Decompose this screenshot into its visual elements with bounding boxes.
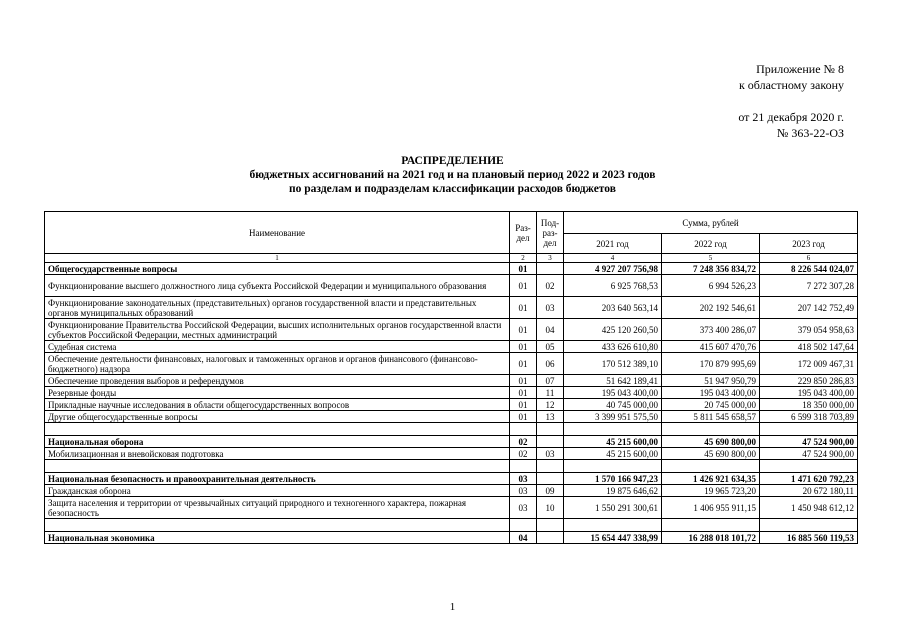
row-sum-2022: 20 745 000,00 [662,399,760,411]
table-row [45,387,858,399]
title-line-3: по разделам и подразделам классификации расходов бюджетов [289,183,616,195]
row-sum-2023: 1 471 620 792,23 [760,473,858,485]
row-razdel: 03 [510,497,537,519]
empty-row [45,519,858,532]
header-year-2022: 2022 год [662,234,760,254]
row-razdel: 01 [510,263,537,275]
row-sum-2022: 6 994 526,23 [662,275,760,297]
row-name: Национальная оборона [45,436,510,448]
row-sum-2022: 45 690 800,00 [662,436,760,448]
row-razdel: 01 [510,411,537,423]
row-sum-2023: 8 226 544 024,07 [760,263,858,275]
row-sum-2021: 15 654 447 338,99 [564,532,662,544]
index-cell: 5 [662,254,760,263]
table-row [45,319,858,341]
table-row [45,411,858,423]
row-name: Обеспечение проведения выборов и референдумов [45,375,510,387]
header-razdel: Раз-дел [510,212,537,254]
row-name: Функционирование высшего должностного лица субъекта Российской Федерации и муниципального образования [45,275,510,297]
table-row [45,275,858,297]
annex-number: № 363-22-ОЗ [776,126,844,140]
row-razdel: 04 [510,532,537,544]
page-number: 1 [449,601,456,613]
row-razdel: 01 [510,297,537,319]
row-razdel: 01 [510,387,537,399]
row-sum-2021: 3 399 951 575,50 [564,411,662,423]
row-razdel: 01 [510,341,537,353]
header-podrazdel: Под-раз-дел [537,212,564,254]
row-sum-2022: 7 248 356 834,72 [662,263,760,275]
row-name: Функционирование Правительства Российской Федерации, высших исполнительных органов государственной власти субъектов Российской Федерации, местных администраций [45,319,510,341]
row-sum-2021: 195 043 400,00 [564,387,662,399]
table-row [45,436,858,448]
row-sum-2021: 1 570 166 947,23 [564,473,662,485]
row-sum-2023: 379 054 958,63 [760,319,858,341]
row-name: Мобилизационная и вневойсковая подготовка [45,448,510,460]
row-podrazdel: 11 [537,387,564,399]
row-podrazdel: 04 [537,319,564,341]
table-row [45,448,858,460]
row-podrazdel: 03 [537,297,564,319]
row-podrazdel [537,473,564,485]
row-podrazdel: 06 [537,353,564,375]
row-razdel: 01 [510,375,537,387]
annex-block [644,61,844,141]
row-razdel: 01 [510,275,537,297]
row-sum-2023: 47 524 900,00 [760,436,858,448]
row-sum-2022: 5 811 545 658,57 [662,411,760,423]
row-name: Национальная безопасность и правоохранительная деятельность [45,473,510,485]
row-sum-2022: 202 192 546,61 [662,297,760,319]
row-podrazdel: 02 [537,275,564,297]
row-name: Национальная экономика [45,532,510,544]
index-cell: 6 [760,254,858,263]
row-name: Общегосударственные вопросы [45,263,510,275]
row-sum-2021: 40 745 000,00 [564,399,662,411]
title-line-1: РАСПРЕДЕЛЕНИЕ [401,155,504,167]
row-sum-2023: 7 272 307,28 [760,275,858,297]
row-razdel: 01 [510,319,537,341]
row-sum-2023: 1 450 948 612,12 [760,497,858,519]
row-sum-2022: 373 400 286,07 [662,319,760,341]
table-row [45,353,858,375]
row-sum-2021: 45 215 600,00 [564,436,662,448]
row-sum-2023: 418 502 147,64 [760,341,858,353]
table-row [45,263,858,275]
row-sum-2021: 6 925 768,53 [564,275,662,297]
annex-title: Приложение № 8 [756,62,844,76]
row-sum-2021: 170 512 389,10 [564,353,662,375]
row-name: Защита населения и территории от чрезвычайных ситуаций природного и техногенного характера, пожарная безопасность [45,497,510,519]
row-name: Гражданская оборона [45,485,510,497]
index-cell: 2 [510,254,537,263]
row-podrazdel: 05 [537,341,564,353]
index-cell: 4 [564,254,662,263]
row-sum-2021: 45 215 600,00 [564,448,662,460]
table-row [45,341,858,353]
row-podrazdel: 09 [537,485,564,497]
row-sum-2021: 51 642 189,41 [564,375,662,387]
document-title [0,154,905,196]
row-name: Обеспечение деятельности финансовых, налоговых и таможенных органов и органов финансового (финансово-бюджетного) надзора [45,353,510,375]
row-name: Резервные фонды [45,387,510,399]
row-sum-2023: 229 850 286,83 [760,375,858,387]
header-name: Наименование [45,212,510,254]
budget-table [44,211,858,544]
row-sum-2022: 1 426 921 634,35 [662,473,760,485]
row-podrazdel: 10 [537,497,564,519]
row-sum-2022: 51 947 950,79 [662,375,760,387]
header-year-2021: 2021 год [564,234,662,254]
row-razdel: 01 [510,353,537,375]
table-row [45,473,858,485]
row-sum-2021: 203 640 563,14 [564,297,662,319]
table-row [45,399,858,411]
table-row [45,532,858,544]
row-sum-2022: 415 607 470,76 [662,341,760,353]
table-row [45,485,858,497]
row-razdel: 03 [510,473,537,485]
table-row [45,375,858,387]
row-name: Прикладные научные исследования в области общегосударственных вопросов [45,399,510,411]
row-sum-2022: 45 690 800,00 [662,448,760,460]
row-sum-2021: 19 875 646,62 [564,485,662,497]
row-sum-2022: 19 965 723,20 [662,485,760,497]
row-name: Судебная система [45,341,510,353]
empty-row [45,460,858,473]
row-razdel: 03 [510,485,537,497]
table-row [45,497,858,519]
title-line-2: бюджетных ассигнований на 2021 год и на плановый период 2022 и 2023 годов [249,169,656,181]
row-razdel: 02 [510,436,537,448]
empty-row [45,423,858,436]
row-sum-2023: 47 524 900,00 [760,448,858,460]
row-sum-2023: 20 672 180,11 [760,485,858,497]
row-sum-2021: 1 550 291 300,61 [564,497,662,519]
row-sum-2023: 195 043 400,00 [760,387,858,399]
row-razdel: 01 [510,399,537,411]
row-sum-2021: 4 927 207 756,98 [564,263,662,275]
index-cell: 1 [45,254,510,263]
row-podrazdel [537,532,564,544]
table-row [45,297,858,319]
row-razdel: 02 [510,448,537,460]
annex-law-ref: к областному закону [738,78,844,92]
row-podrazdel: 07 [537,375,564,387]
index-cell: 3 [537,254,564,263]
annex-date: от 21 декабря 2020 г. [738,110,844,124]
row-podrazdel [537,263,564,275]
row-podrazdel: 03 [537,448,564,460]
row-sum-2021: 433 626 610,80 [564,341,662,353]
row-name: Функционирование законодательных (представительных) органов государственной власти и представительных органов муниципальных образований [45,297,510,319]
row-sum-2022: 1 406 955 911,15 [662,497,760,519]
row-sum-2022: 16 288 018 101,72 [662,532,760,544]
row-sum-2023: 16 885 560 119,53 [760,532,858,544]
row-sum-2023: 172 009 467,31 [760,353,858,375]
row-sum-2021: 425 120 260,50 [564,319,662,341]
row-sum-2022: 170 879 995,69 [662,353,760,375]
row-sum-2023: 18 350 000,00 [760,399,858,411]
row-sum-2022: 195 043 400,00 [662,387,760,399]
row-sum-2023: 207 142 752,49 [760,297,858,319]
row-podrazdel: 12 [537,399,564,411]
header-year-2023: 2023 год [760,234,858,254]
header-sum: Сумма, рублей [564,212,858,234]
row-podrazdel [537,436,564,448]
row-sum-2023: 6 599 318 703,89 [760,411,858,423]
row-podrazdel: 13 [537,411,564,423]
row-name: Другие общегосударственные вопросы [45,411,510,423]
